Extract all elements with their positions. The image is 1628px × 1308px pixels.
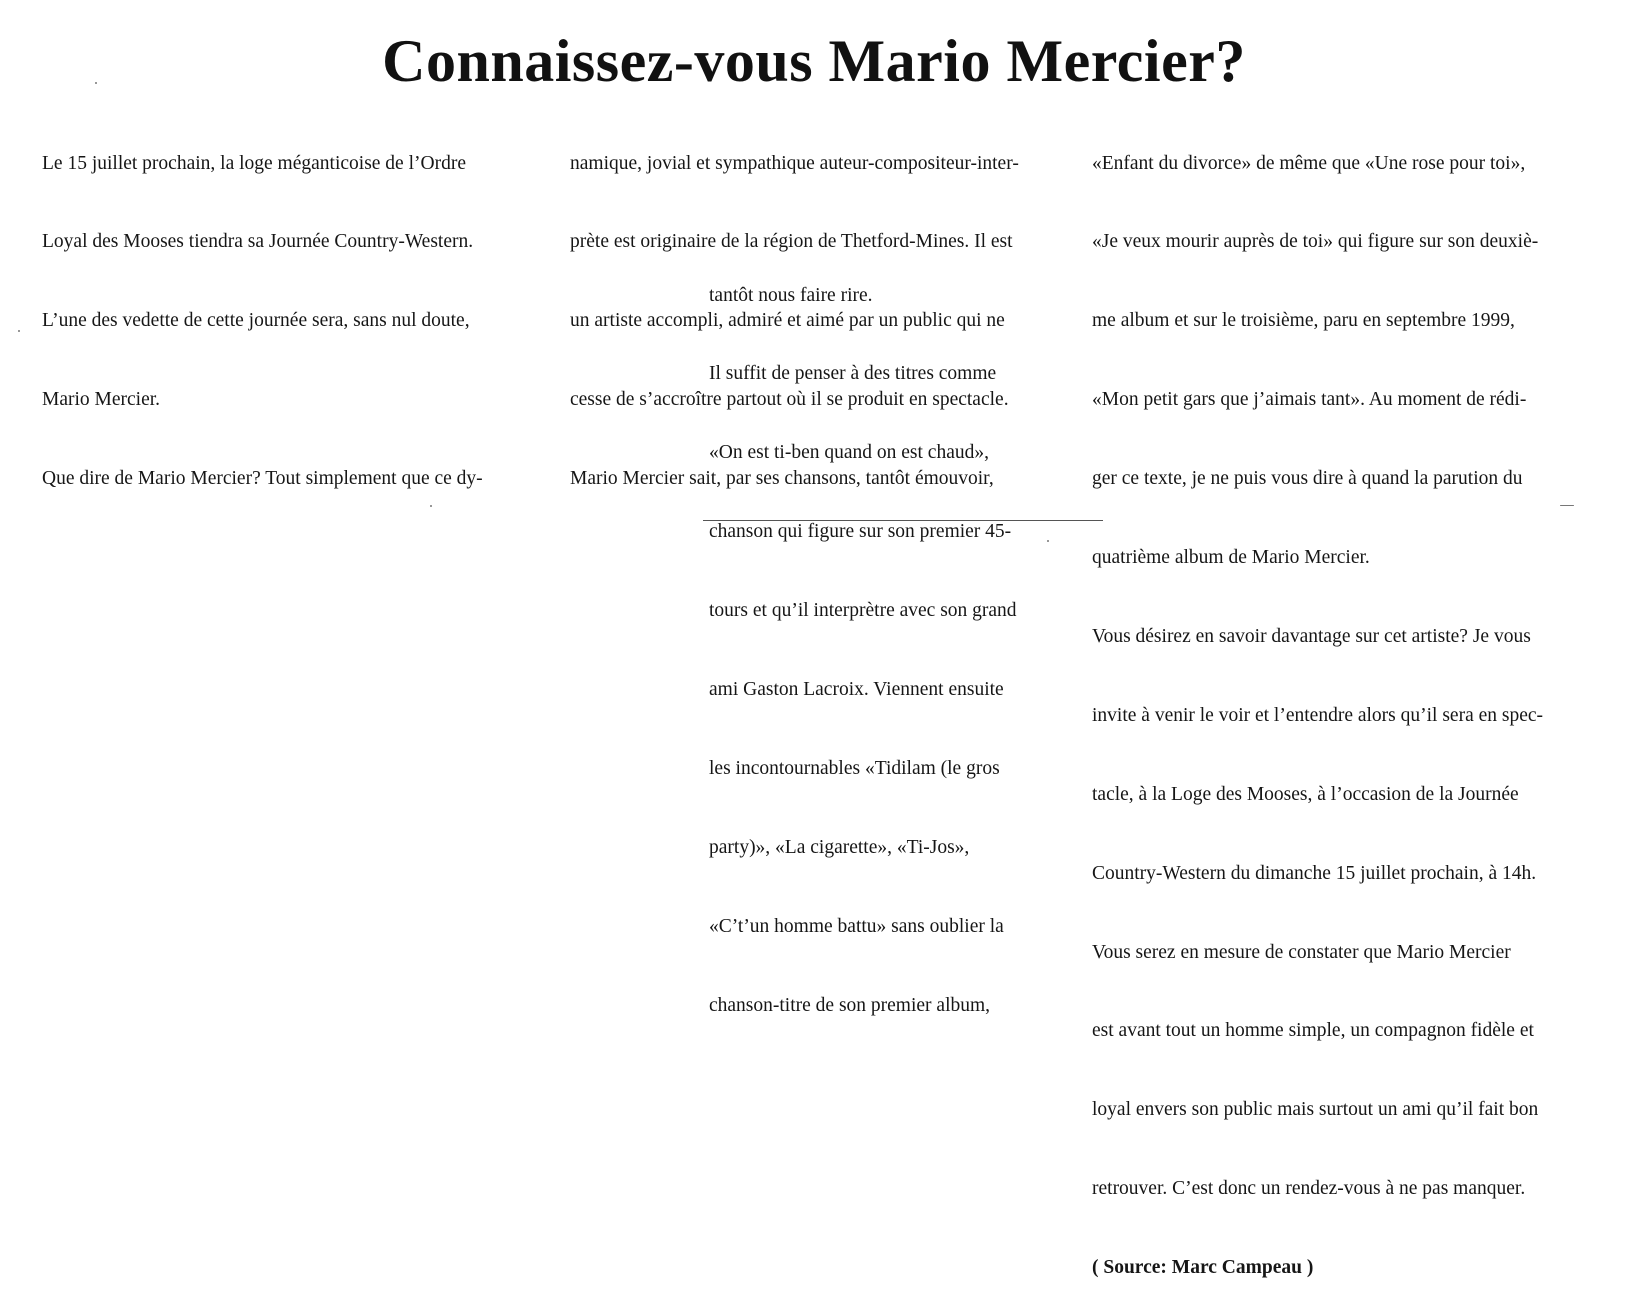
- text-line: «Mon petit gars que j’aimais tant». Au moment de rédi-: [1092, 389, 1527, 411]
- column-divider-rule: [703, 520, 1103, 521]
- text-line: «Enfant du divorce» de même que «Une rose pour toi»,: [1092, 152, 1526, 174]
- text-line: Il suffit de penser à des titres comme: [709, 363, 997, 385]
- scan-speck: [430, 505, 432, 507]
- text-line: party)», «La cigarette», «Ti-Jos»,: [709, 836, 970, 858]
- text-line: retrouver. C’est donc un rendez-vous à ne pas manquer.: [1092, 1178, 1526, 1200]
- scan-speck: [95, 82, 97, 84]
- text-line: un artiste accompli, admiré et aimé par un public qui ne: [570, 310, 1005, 332]
- text-line: me album et sur le troisième, paru en septembre 1999,: [1092, 310, 1515, 332]
- text-line: prète est originaire de la région de Thetford-Mines. Il est: [570, 231, 1013, 253]
- text-line: quatrième album de Mario Mercier.: [1092, 547, 1370, 569]
- text-line: invite à venir le voir et l’entendre alors qu’il sera en spec-: [1092, 704, 1544, 726]
- text-line: chanson qui figure sur son premier 45-: [709, 521, 1012, 543]
- text-line: cesse de s’accroître partout où il se produit en spectacle.: [570, 389, 1009, 411]
- article-column-2-continued: [709, 230, 1017, 1045]
- text-line: est avant tout un homme simple, un compagnon fidèle et: [1092, 1020, 1534, 1042]
- scan-speck: [18, 330, 20, 332]
- text-line: namique, jovial et sympathique auteur-compositeur-inter-: [570, 152, 1019, 174]
- text-line: L’une des vedette de cette journée sera, sans nul doute,: [42, 310, 470, 332]
- text-line: Le 15 juillet prochain, la loge méganticoise de l’Ordre: [42, 152, 466, 174]
- text-line: ami Gaston Lacroix. Viennent ensuite: [709, 679, 1004, 701]
- text-line: Vous serez en mesure de constater que Mario Mercier: [1092, 941, 1511, 963]
- text-line: Que dire de Mario Mercier? Tout simplement que ce dy-: [42, 468, 483, 490]
- article-title: Connaissez-vous Mario Mercier?: [382, 28, 1246, 94]
- text-line: Country-Western du dimanche 15 juillet prochain, à 14h.: [1092, 862, 1537, 884]
- text-line: les incontournables «Tidilam (le gros: [709, 757, 1000, 779]
- article-column-1: [42, 98, 483, 519]
- text-line: Mario Mercier.: [42, 389, 161, 411]
- article-column-3: [1092, 98, 1543, 1308]
- text-line: «On est ti-ben quand on est chaud»,: [709, 442, 989, 464]
- scan-speck: [1560, 505, 1574, 506]
- scan-speck: [1047, 540, 1049, 542]
- text-line: «C’t’un homme battu» sans oublier la: [709, 915, 1004, 937]
- text-line: Vous désirez en savoir davantage sur cet artiste? Je vous: [1092, 625, 1531, 647]
- text-line: chanson-titre de son premier album,: [709, 994, 991, 1016]
- text-line: tours et qu’il interprètre avec son grand: [709, 600, 1017, 622]
- text-line: «Je veux mourir auprès de toi» qui figure sur son deuxiè-: [1092, 231, 1539, 253]
- text-line: Mario Mercier sait, par ses chansons, tantôt émouvoir,: [570, 468, 994, 490]
- text-line: tacle, à la Loge des Mooses, à l’occasion de la Journée: [1092, 783, 1519, 805]
- text-line: ger ce texte, je ne puis vous dire à quand la parution du: [1092, 468, 1523, 490]
- source-credit: ( Source: Marc Campeau ): [1092, 1257, 1314, 1279]
- text-line: loyal envers son public mais surtout un ami qu’il fait bon: [1092, 1099, 1539, 1121]
- text-line: tantôt nous faire rire.: [709, 284, 873, 306]
- text-line: Loyal des Mooses tiendra sa Journée Country-Western.: [42, 231, 474, 253]
